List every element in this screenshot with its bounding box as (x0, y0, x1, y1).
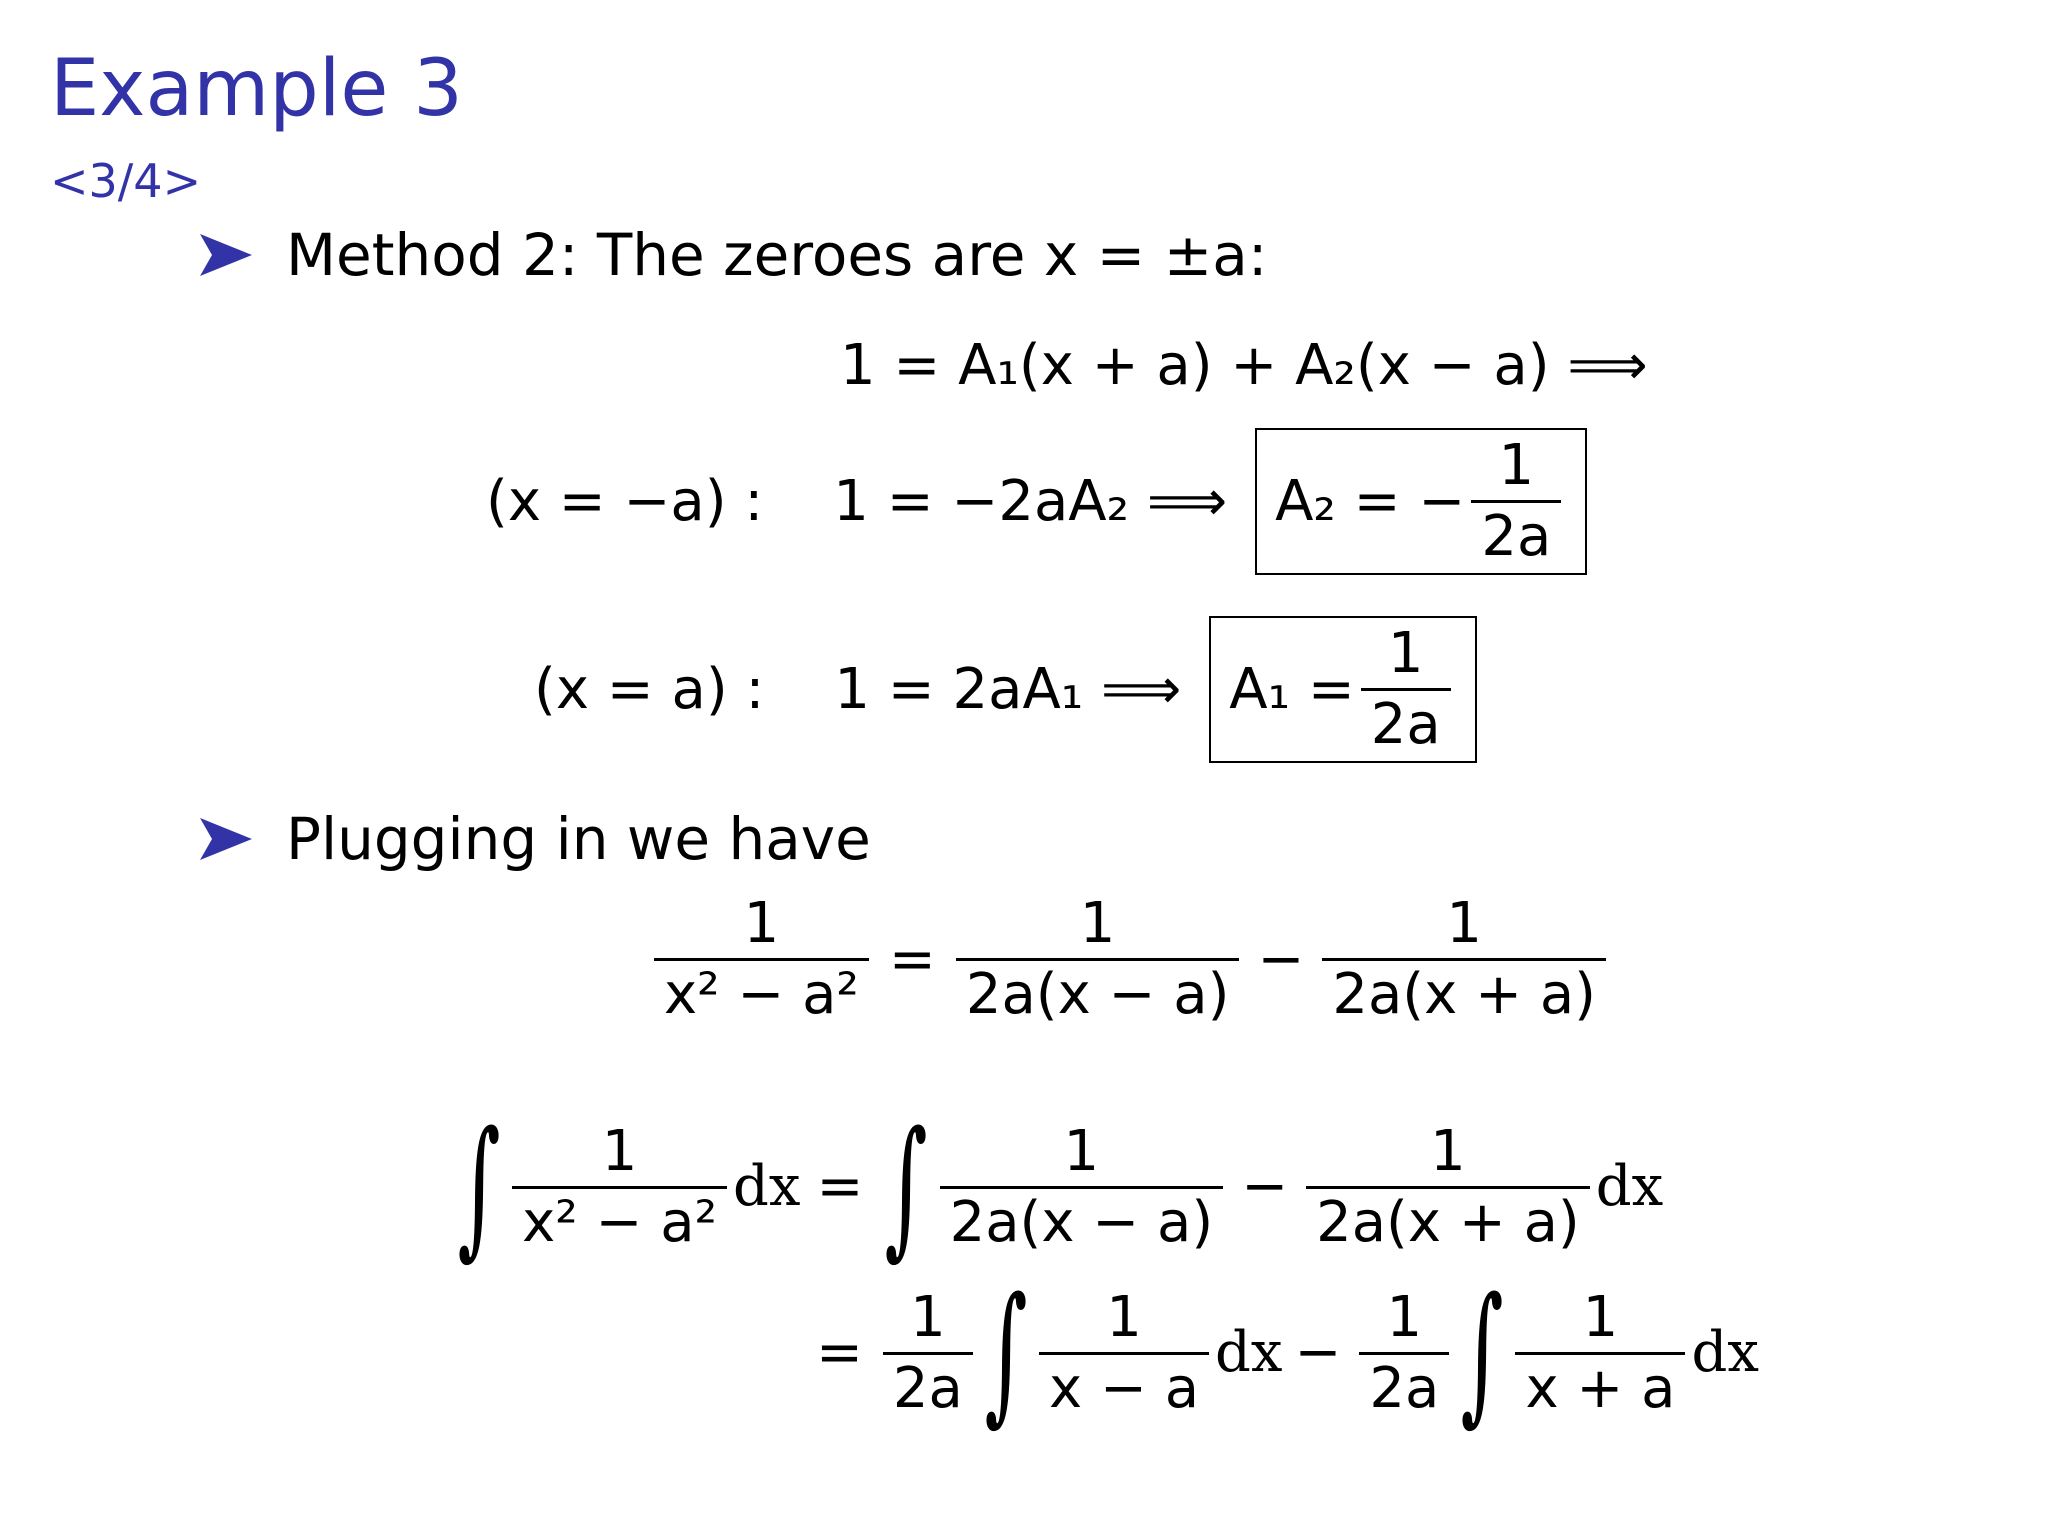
equation-2-lhs: 1 = −2aA₂ ⟹ (833, 468, 1228, 534)
fraction-denominator: 2a (1359, 1352, 1449, 1417)
fraction-denominator: x + a (1515, 1352, 1685, 1417)
bullet-item-method2 (198, 221, 1268, 289)
fraction-lhs (512, 1118, 727, 1255)
fraction-numerator: 1 (1079, 891, 1116, 956)
fraction-numerator: 1 (1387, 621, 1424, 686)
triangle-arrow-icon (198, 816, 254, 862)
minus-sign: − (1294, 1320, 1342, 1385)
differential-dx: dx (1595, 1154, 1664, 1219)
equation-1: 1 = A₁(x + a) + A₂(x − a) ⟹ (840, 333, 1648, 398)
fraction-term-2 (1322, 891, 1606, 1027)
equals-sign: = (816, 1154, 864, 1219)
fraction-denominator: 2a (1361, 688, 1451, 753)
equation-2 (486, 428, 1587, 575)
fraction-1-over-2a (1471, 433, 1561, 569)
partial-fraction-equation (648, 891, 1612, 1027)
equals-sign: = (888, 926, 936, 992)
minus-sign: − (1257, 926, 1305, 992)
fraction-denominator: 2a(x + a) (1322, 958, 1606, 1023)
slide-subtitle: <3/4> (50, 154, 202, 208)
fraction-denominator: 2a (1471, 500, 1561, 565)
bullet-text: Plugging in we have (286, 805, 871, 873)
fraction-denominator: 2a(x − a) (956, 958, 1240, 1023)
fraction-1-over-x-minus-a (1039, 1284, 1209, 1421)
fraction-numerator: 1 (743, 891, 780, 956)
fraction-denominator: 2a(x + a) (1306, 1186, 1590, 1251)
boxed-a2-lhs: A₂ = − (1275, 468, 1466, 534)
fraction-denominator: 2a(x − a) (940, 1186, 1224, 1251)
coefficient-1-over-2a (1359, 1284, 1449, 1421)
differential-dx: dx (1215, 1320, 1283, 1385)
differential-dx: dx (733, 1154, 801, 1219)
equation-2-label: (x = −a) : (486, 468, 764, 534)
bullet-text: Method 2: The zeroes are x = ±a: (286, 221, 1268, 289)
differential-dx: dx (1691, 1320, 1759, 1385)
fraction-denominator: x² − a² (512, 1186, 727, 1251)
fraction-denominator: x − a (1039, 1352, 1209, 1417)
integral-line-2 (816, 1266, 1759, 1440)
boxed-a1-lhs: A₁ = (1229, 656, 1355, 722)
fraction-numerator: 1 (1498, 433, 1535, 498)
minus-sign: − (1241, 1154, 1289, 1219)
fraction-term-1 (940, 1118, 1224, 1255)
fraction-numerator: 1 (1063, 1118, 1100, 1184)
integral-sign: ∫ (984, 1266, 1028, 1440)
fraction-numerator: 1 (910, 1284, 946, 1350)
integral-sign: ∫ (1460, 1266, 1504, 1440)
integral-sign: ∫ (457, 1100, 501, 1274)
fraction-numerator: 1 (1446, 891, 1482, 956)
fraction-numerator: 1 (601, 1118, 638, 1184)
fraction-numerator: 1 (1582, 1284, 1619, 1350)
equation-3 (534, 616, 1477, 763)
equation-3-label: (x = a) : (534, 656, 765, 722)
fraction-1-over-x-plus-a (1515, 1284, 1685, 1421)
integral-line-1 (452, 1100, 1664, 1274)
integral-sign: ∫ (884, 1100, 928, 1274)
coefficient-1-over-2a (883, 1284, 973, 1421)
boxed-result-a1 (1209, 616, 1476, 763)
fraction-term-1 (956, 891, 1240, 1027)
boxed-result-a2 (1255, 428, 1587, 575)
fraction-denominator: 2a (883, 1352, 973, 1417)
triangle-arrow-icon (198, 232, 254, 278)
fraction-denominator: x² − a² (654, 958, 869, 1023)
slide-title: Example 3 (50, 44, 463, 134)
fraction-numerator: 1 (1430, 1118, 1466, 1184)
bullet-item-plugging (198, 805, 871, 873)
fraction-numerator: 1 (1106, 1284, 1142, 1350)
fraction-lhs (654, 891, 869, 1027)
fraction-numerator: 1 (1386, 1284, 1423, 1350)
equals-sign: = (816, 1320, 863, 1385)
fraction-term-2 (1306, 1118, 1590, 1255)
fraction-1-over-2a (1361, 621, 1451, 757)
equation-3-lhs: 1 = 2aA₁ ⟹ (834, 656, 1182, 722)
